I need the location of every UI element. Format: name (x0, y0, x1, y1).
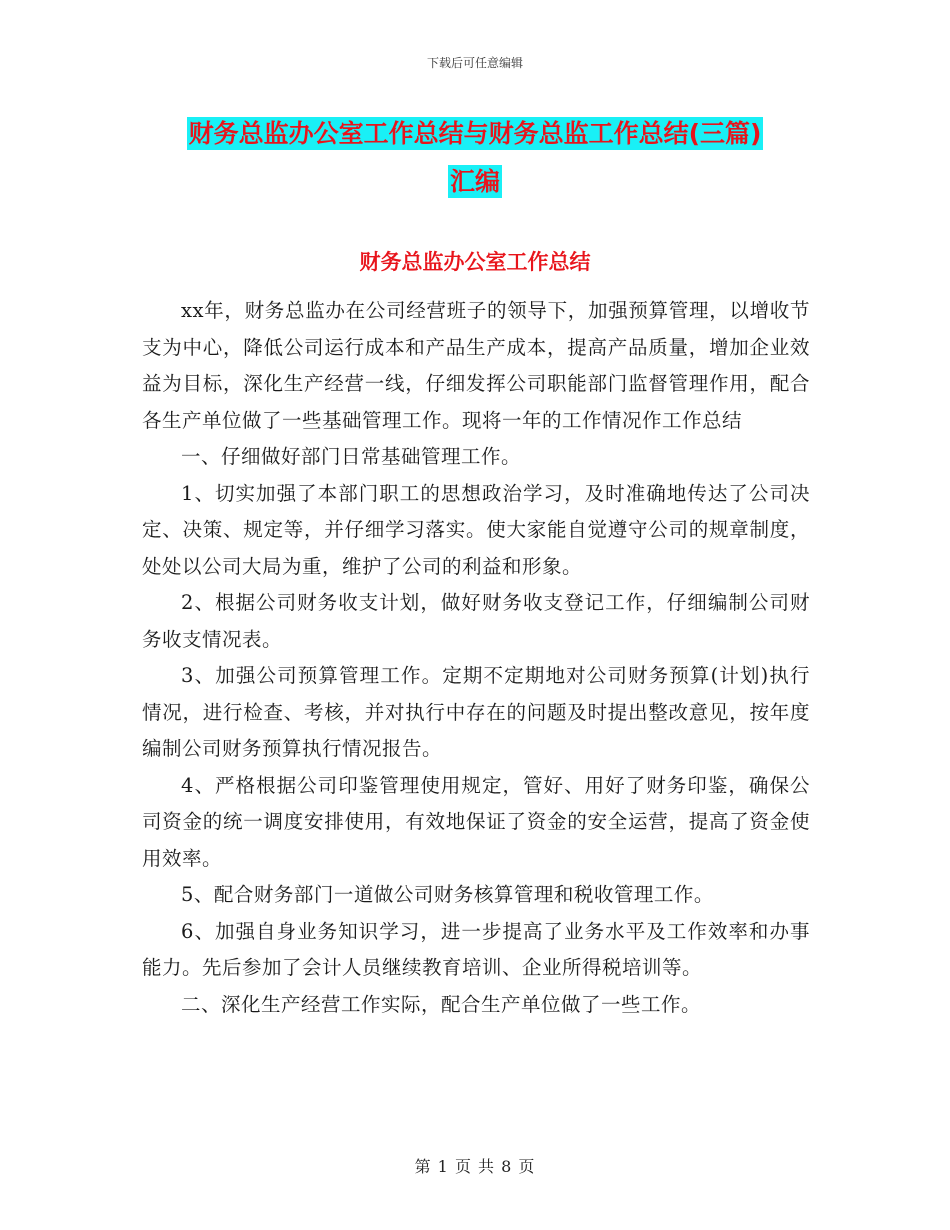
paragraph: 二、深化生产经营工作实际，配合生产单位做了一些工作。 (181, 992, 702, 1016)
paragraph: xx年，财务总监办在公司经营班子的领导下，加强预算管理，以增收节支为中心，降低公司运行成本和产品生产成本，提高产品质量，增加企业效益为目标，深化生产经营一线，仔细发挥公司职能部门监督管理作用，配合各生产单位做了一些基础管理工作。现将一年的工作情况作工作总结 (142, 299, 810, 432)
page-number-footer: 第 1 页 共 8 页 (414, 1157, 536, 1176)
document-title (0, 110, 950, 206)
document-title-line-2: 汇编 (449, 167, 500, 196)
paragraph: 一、仔细做好部门日常基础管理工作。 (181, 445, 522, 468)
paragraph: 4、严格根据公司印鉴管理使用规定，管好、用好了财务印鉴，确保公司资金的统一调度安排使用，有效地保证了资金的安全运营，提高了资金使用效率。 (142, 773, 810, 870)
paragraph: 3、加强公司预算管理工作。定期不定期地对公司财务预算(计划)执行情况，进行检查、考核，并对执行中存在的问题及时提出整改意见，按年度编制公司财务预算执行情况报告。 (142, 664, 810, 760)
page-header-note: 下载后可任意编辑 (426, 56, 523, 70)
paragraph: 6、加强自身业务知识学习，进一步提高了业务水平及工作效率和办事能力。先后参加了会计人员继续教育培训、企业所得税培训等。 (142, 919, 810, 979)
document-title-line-1: 财务总监办公室工作总结与财务总监工作总结(三篇) (188, 119, 762, 148)
paragraph: 2、根据公司财务收支计划，做好财务收支登记工作，仔细编制公司财务收支情况表。 (142, 591, 810, 651)
paragraph: 1、切实加强了本部门职工的思想政治学习，及时准确地传达了公司决定、决策、规定等，并仔细学习落实。使大家能自觉遵守公司的规章制度，处处以公司大局为重，维护了公司的利益和形象。 (142, 481, 810, 578)
document-body (142, 293, 810, 1023)
paragraph: 5、配合财务部门一道做公司财务核算管理和税收管理工作。 (181, 883, 714, 906)
section-title: 财务总监办公室工作总结 (359, 250, 591, 274)
